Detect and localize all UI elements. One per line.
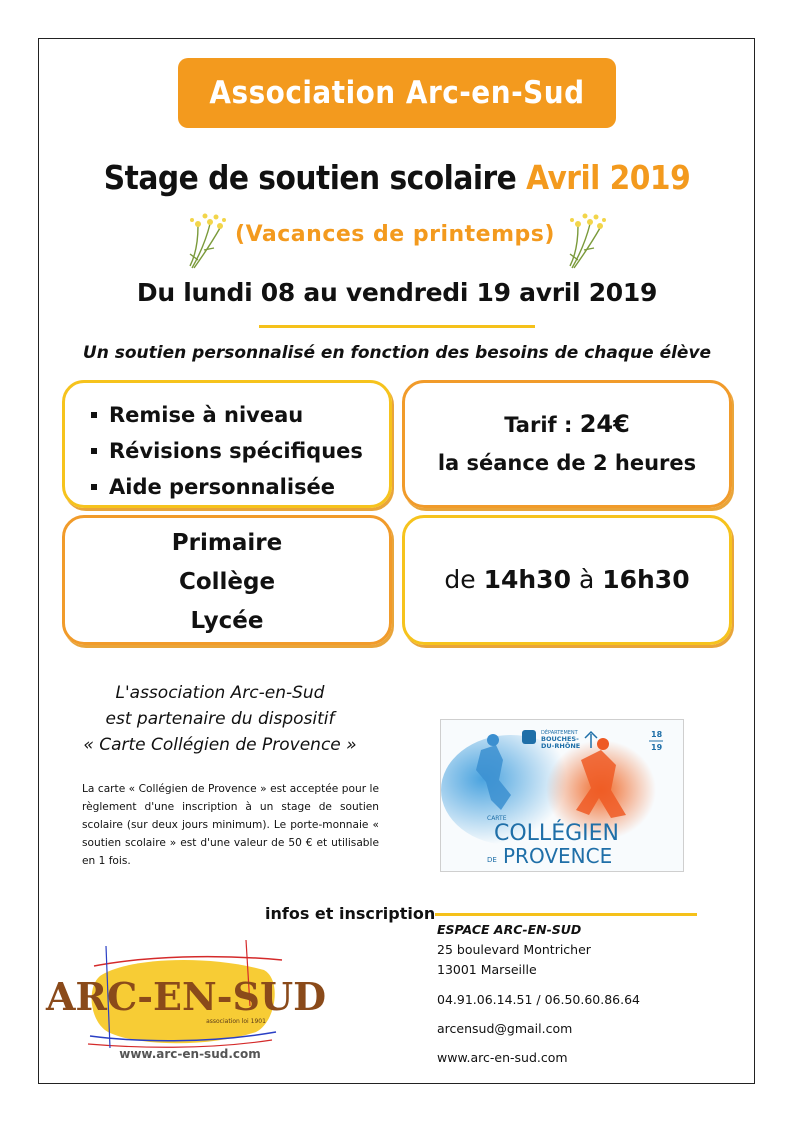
logo-sub: association loi 1901	[206, 1018, 266, 1025]
card-carte: CARTE	[487, 815, 507, 822]
service-item: Aide personnalisée	[87, 469, 389, 505]
infos-underline	[435, 913, 697, 916]
hours-middle: à	[578, 565, 595, 594]
infos-label: infos et inscription	[265, 904, 436, 923]
card-year1: 18	[651, 730, 663, 739]
subtitle: (Vacances de printemps)	[235, 222, 555, 247]
hours-prefix: de	[444, 565, 476, 594]
contact-website[interactable]: www.arc-en-sud.com	[437, 1050, 568, 1065]
card-provence: PROVENCE	[503, 844, 613, 868]
hours-start: 14h30	[483, 565, 571, 594]
service-item: Remise à niveau	[87, 397, 389, 433]
levels-box	[62, 515, 392, 645]
hours	[405, 518, 729, 642]
partner-details: La carte « Collégien de Provence » est acceptée pour le règlement d'une inscription à un stage de soutien scolaire (sur deux jours minimum). Le porte-monnaie « soutien scolaire » est d'une valeur de 50 € et utilisable en 1 fois.	[82, 783, 379, 867]
partner-line: est partenaire du dispositif	[105, 709, 335, 729]
contact-email[interactable]: arcensud@gmail.com	[437, 1021, 573, 1036]
tagline: Un soutien personnalisé en fonction des besoins de chaque élève	[82, 343, 712, 363]
partner-line: « Carte Collégien de Provence »	[83, 735, 357, 755]
card-collegien: COLLÉGIEN	[494, 821, 619, 846]
level-item: Primaire	[171, 530, 283, 556]
logo-url: www.arc-en-sud.com	[119, 1047, 261, 1061]
logo-name: ARC-EN-SUD	[45, 974, 327, 1019]
department-logo-icon	[522, 730, 536, 744]
right-flower-icon	[566, 210, 610, 270]
services-box	[62, 380, 392, 508]
dates-underline	[259, 325, 535, 328]
carte-collegien-image	[440, 719, 684, 872]
contact-city: 13001 Marseille	[437, 962, 537, 977]
partner-statement	[70, 680, 370, 758]
services-list	[65, 383, 389, 505]
level-item: Collège	[178, 569, 276, 595]
logo-graphic	[45, 936, 327, 1066]
stage-dates: Du lundi 08 au vendredi 19 avril 2019	[136, 278, 658, 307]
card-dept-line3: DU-RHÔNE	[541, 742, 581, 750]
card-dept-line2: BOUCHES-	[541, 735, 579, 743]
card-year2: 19	[651, 743, 663, 752]
contact-org: ESPACE ARC-EN-SUD	[437, 922, 582, 937]
arc-en-sud-logo	[45, 936, 327, 1066]
tarif-price: 24€	[579, 410, 630, 438]
left-flower-icon	[186, 210, 230, 270]
tarif-box	[402, 380, 732, 508]
tarif-detail: la séance de 2 heures	[437, 451, 697, 475]
carte-collegien-illustration	[441, 720, 683, 871]
level-item: Lycée	[190, 608, 264, 634]
hours-end: 16h30	[602, 565, 690, 594]
service-item: Révisions spécifiques	[87, 433, 389, 469]
levels-list	[65, 518, 389, 641]
contact-phones[interactable]: 04.91.06.14.51 / 06.50.60.86.64	[437, 992, 641, 1007]
partner-line: L'association Arc-en-Sud	[115, 683, 325, 703]
tarif-label: Tarif :	[504, 413, 573, 437]
card-de: DE	[487, 856, 497, 864]
title-main: Stage de soutien scolaire	[103, 158, 517, 197]
contact-block	[437, 920, 640, 1068]
tarif	[405, 383, 729, 482]
card-dept-line1: DÉPARTEMENT	[541, 730, 578, 736]
title-accent: Avril 2019	[526, 158, 691, 197]
hours-box	[402, 515, 732, 645]
contact-address: 25 boulevard Montricher	[437, 942, 591, 957]
association-banner: Association Arc-en-Sud	[178, 58, 616, 128]
stage-title	[60, 158, 734, 197]
